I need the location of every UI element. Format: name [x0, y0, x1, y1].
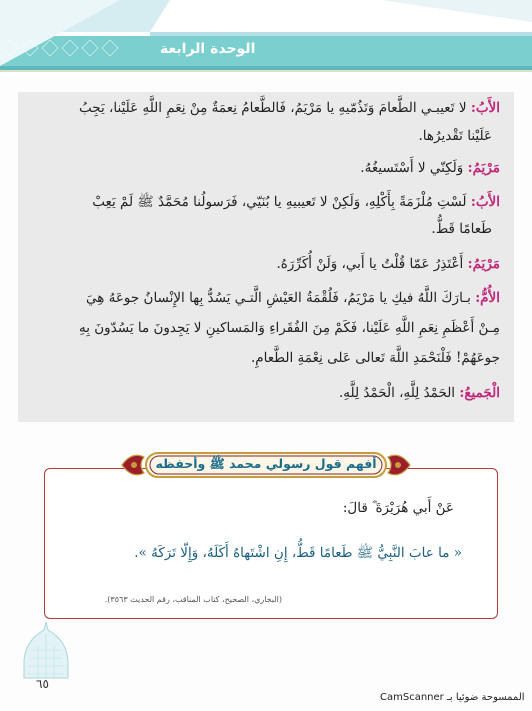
dialogue-line: مَرْيَمُ: وَلَكِنّي لا أَسْتَسيغُهُ. — [360, 160, 500, 176]
dialogue-line: جوعَهُمْ! فَلْنَحْمَدِ اللَّهَ تَعالى عَلى نِعْمَةِ الطَّعامِ. — [251, 350, 500, 366]
hadith-text: « ما عابَ النَّبِيُّ ﷺ طَعامًا قَطُّ، إِنِ اشْتَهاهُ أَكَلَهُ، وَإِلّا تَرَكَهُ ». — [134, 545, 462, 561]
dialogue-line: طَعامًا قَطُّ. — [431, 221, 492, 237]
dialogue-line: مَرْيَمُ: أَعْتَذِرُ عَمّا قُلْتُ يا أَبي، وَلَنْ أُكَرِّرَهُ. — [276, 256, 500, 272]
page-number: ٦٥ — [36, 677, 49, 691]
hadith-banner-title: أفهم قول رسولي محمد ﷺ وأحفظه — [155, 456, 377, 471]
mosque-dome-decoration — [18, 620, 74, 680]
unit-title: الوحدة الرابعة — [160, 41, 256, 57]
hadith-narrator: عَنْ أَبي هُرَيْرَةَ ؓ قالَ: — [342, 500, 454, 516]
scanner-watermark: الممسوحة ضوئيا بـ CamScanner — [380, 692, 525, 703]
dialogue-line: الْجَميعُ: الحَمْدُ لِلَّهِ، الْحَمْدُ لِلَّهِ. — [338, 385, 500, 401]
dialogue-line: عَلَيْنا تَقْديرُها. — [418, 128, 492, 144]
hadith-source: (البخاري، الصحيح، كتاب المناقب، رقم الحديث ٣٥٦٣). — [104, 595, 282, 604]
dialogue-line: الأَبُ: لَسْتِ مُلْزَمَةً بِأَكْلِهِ، وَلَكِنْ لا تَعيبيهِ يا بُنَيّي، فَرَسولُنا مُحَمَّدٌ ﷺ لَمْ يَعِبْ — [92, 194, 500, 210]
dialogue-line: الأَبُ: لا تَعيبـي الطَّعامَ وَتَذُمّيهِ يا مَرْيَمُ، فَالطَّعامُ نِعمَةٌ مِنْ نِعَمِ اللَّهِ عَلَيْنا، يَجِبُ — [79, 100, 500, 116]
header-banner — [0, 0, 532, 78]
dialogue-line: الأُمُّ: بـارَكَ اللَّهُ فيكِ يا مَرْيَمُ، فَلُقْمَةُ العَيْشِ الَّتـي يَسُدُّ بِها الإِنْسانُ جوعَهُ هِيَ — [85, 290, 500, 306]
dialogue-line: مِـنْ أَعْظَمِ نِعَمِ اللَّهِ عَلَيْنا، فَكَمْ مِنَ الفُقَراءِ وَالمَساكينِ لا يَجِدونَ ما يَسُدّونَ بِهِ — [78, 320, 500, 336]
